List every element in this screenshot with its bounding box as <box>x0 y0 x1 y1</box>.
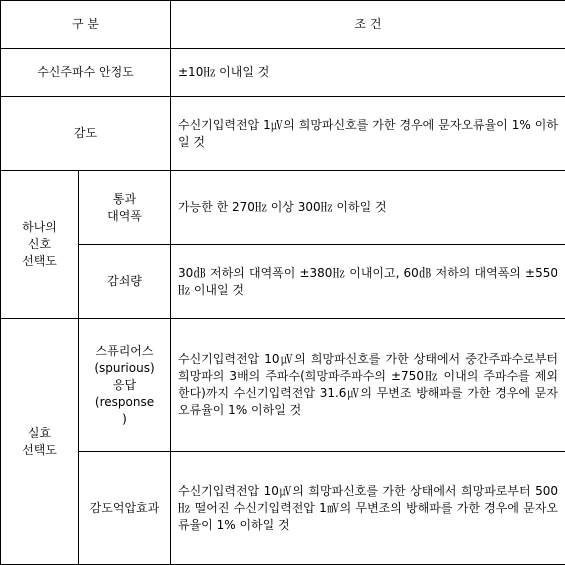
attenuation-label: 감쇠량 <box>79 245 171 319</box>
row-attenuation <box>1 245 565 319</box>
sensitivity-label: 감도 <box>1 97 171 171</box>
header-condition: 조 건 <box>171 1 565 49</box>
bandwidth-label: 통과 대역폭 <box>79 171 171 245</box>
practical-group-label: 실효 선택도 <box>1 319 79 565</box>
freq-stability-condition: ±10㎐ 이내일 것 <box>171 49 565 97</box>
header-row <box>1 1 565 49</box>
row-sensitivity <box>1 97 565 171</box>
sensitivity-condition: 수신기입력전압 1㎶의 희망파신호를 가한 경우에 문자오류율이 1% 이하일 것 <box>171 97 565 171</box>
bandwidth-condition: 가능한 한 270㎐ 이상 300㎐ 이하일 것 <box>171 171 565 245</box>
row-spurious <box>1 319 565 452</box>
freq-stability-label: 수신주파수 안정도 <box>1 49 171 97</box>
header-category: 구 분 <box>1 1 171 49</box>
spurious-label: 스퓨리어스 (spurious) 응답(response ) <box>79 319 171 452</box>
single-signal-group-label: 하나의 신호 선택도 <box>1 171 79 319</box>
attenuation-condition: 30㏈ 저하의 대역폭이 ±380㎐ 이내이고, 60㏈ 저하의 대역폭의 ±550㎐ 이내일 것 <box>171 245 565 319</box>
row-bandwidth <box>1 171 565 245</box>
row-freq-stability <box>1 49 565 97</box>
spurious-condition: 수신기입력전압 10㎶의 희망파신호를 가한 상태에서 중간주파수로부터 희망파의 3배의 주파수(희망파주파수의 ±750㎐ 이내의 주파수를 제외한다)까지 수신기입력전압 31.6㎶의 무변조 방해파를 가한 경우에 문자오류율이 1% 이하일 것 <box>171 319 565 452</box>
row-desense <box>1 452 565 565</box>
desense-label: 감도억압효과 <box>79 452 171 565</box>
desense-condition: 수신기입력전압 10㎶의 희망파신호를 가한 상태에서 희망파로부터 500㎐ 떨어진 수신기입력전압 1㎷의 무변조의 방해파를 가한 경우에 문자오류율이 1% 이하일 것 <box>171 452 565 565</box>
